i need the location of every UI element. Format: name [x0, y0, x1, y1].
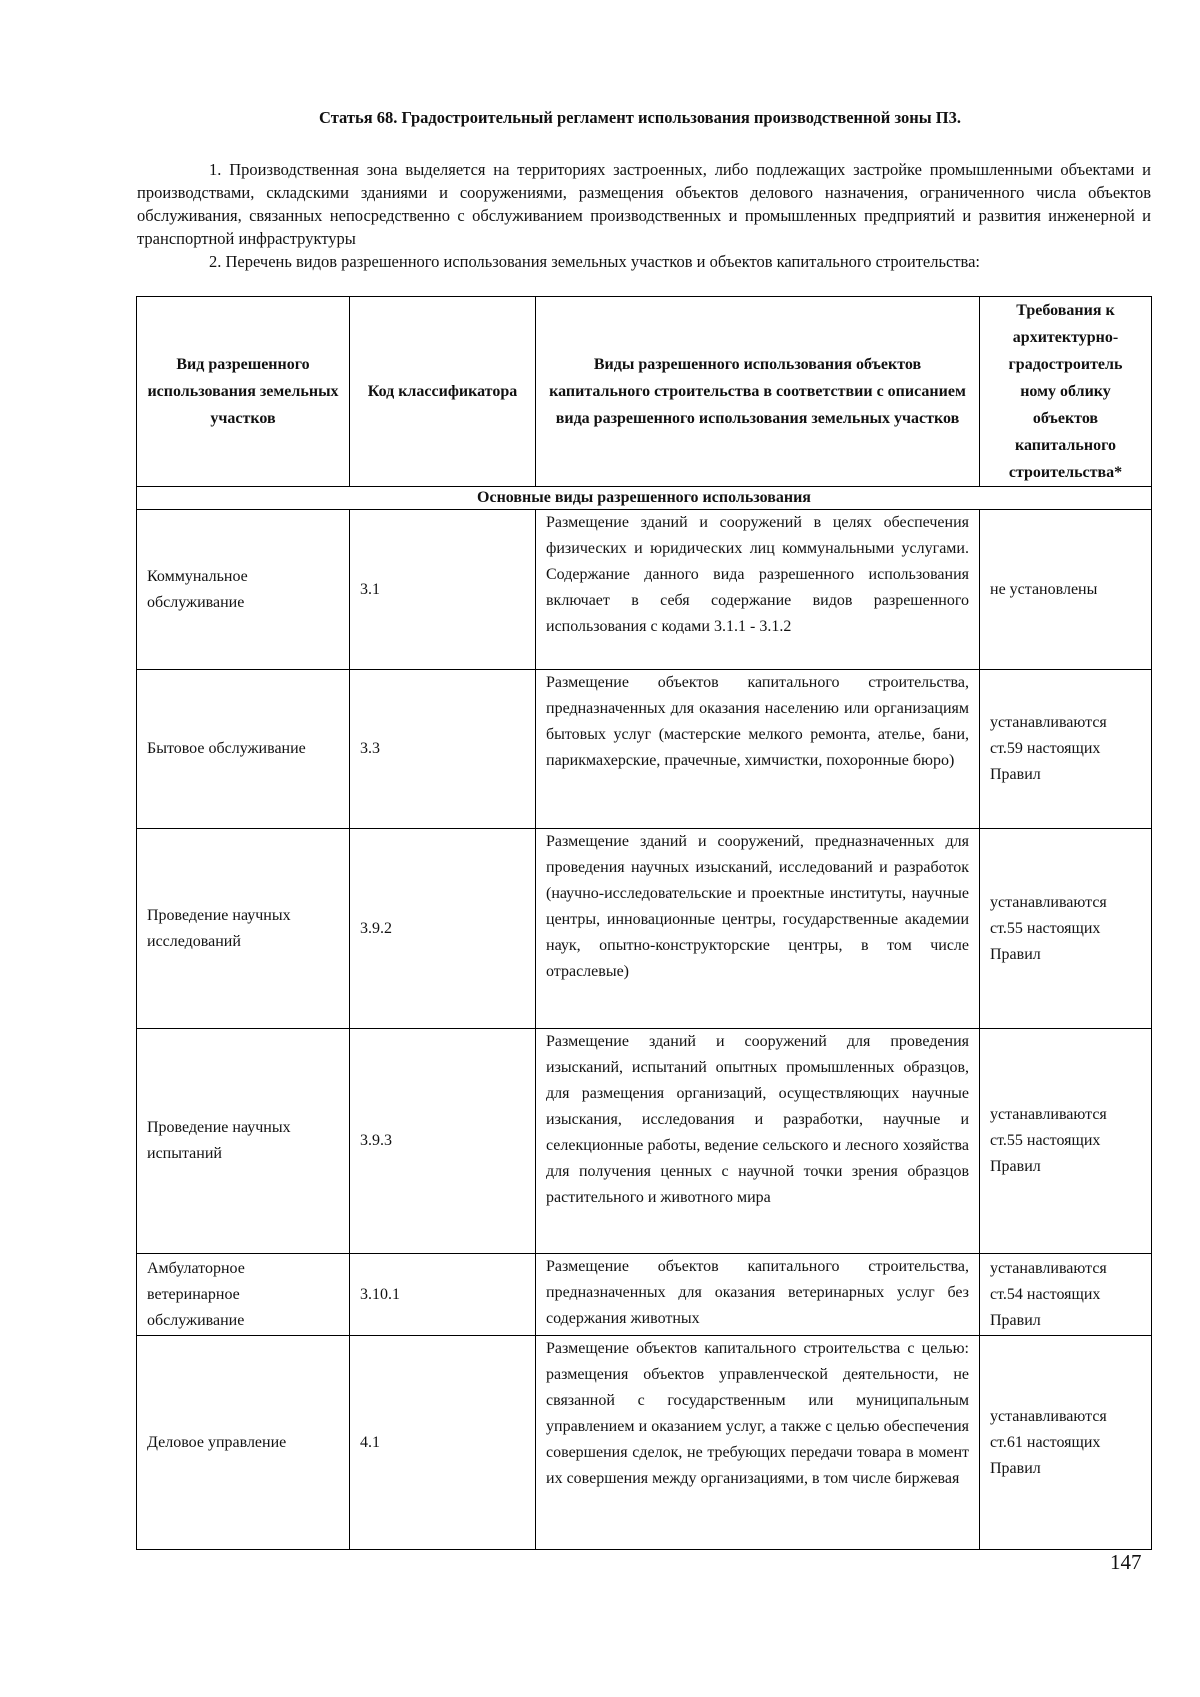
- description-cell: Размещение зданий и сооружений в целях обеспечения физических и юридических лиц коммунальными услугами. Содержание данного вида разрешенного использования включает в себя содержание видов разрешенного использования с кодами 3.1.1 - 3.1.2: [536, 510, 980, 670]
- table-row: [137, 1254, 1152, 1336]
- paragraph-1: 1. Производственная зона выделяется на территориях застроенных, либо подлежащих застройке промышленными объектами и производствами, складскими зданиями и сооружениями, размещения объектов делового назначения, ограниченного числа объектов обслуживания, связанных непосредственно с обслуживанием производственных и промышленных предприятий и развития инженерной и транспортной инфраструктуры: [137, 160, 1151, 248]
- use-type-cell: Проведение научных исследований: [137, 829, 350, 1029]
- table-row: [137, 1336, 1152, 1550]
- use-type-cell: Проведение научных испытаний: [137, 1029, 350, 1254]
- description-cell: Размещение объектов капитального строительства, предназначенных для оказания ветеринарных услуг без содержания животных: [536, 1254, 980, 1336]
- header-capital-construction-uses: Виды разрешенного использования объектов капитального строительства в соответствии с описанием вида разрешенного использования земельных участков: [536, 297, 980, 487]
- description-cell: Размещение объектов капитального строительства, предназначенных для оказания населению или организациям бытовых услуг (мастерские мелкого ремонта, ателье, бани, парикмахерские, прачечные, химчистки, похоронные бюро): [536, 670, 980, 829]
- requirements-cell: не установлены: [980, 510, 1152, 670]
- use-type-cell: Амбулаторное ветеринарное обслуживание: [137, 1254, 350, 1336]
- table-row: [137, 829, 1152, 1029]
- section-title: Основные виды разрешенного использования: [137, 487, 1152, 510]
- description-cell: Размещение объектов капитального строительства с целью: размещения объектов управленческой деятельности, не связанной с государственным или муниципальным управлением и оказанием услуг, а также с целью обеспечения совершения сделок, не требующих передачи товара в момент их совершения между организациями, в том числе биржевая: [536, 1336, 980, 1550]
- permitted-use-table: [136, 296, 1152, 1550]
- requirements-cell: устанавливаются ст.55 настоящих Правил: [980, 1029, 1152, 1254]
- code-cell: 3.9.3: [350, 1029, 536, 1254]
- table-header-row: [137, 297, 1152, 487]
- code-cell: 3.9.2: [350, 829, 536, 1029]
- code-cell: 3.10.1: [350, 1254, 536, 1336]
- use-type-cell: Коммунальное обслуживание: [137, 510, 350, 670]
- code-cell: 4.1: [350, 1336, 536, 1550]
- requirements-cell: устанавливаются ст.61 настоящих Правил: [980, 1336, 1152, 1550]
- header-architectural-requirements: Требования к архитектурно-градостроитель ному облику объектов капитального строительства*: [980, 297, 1152, 487]
- code-cell: 3.3: [350, 670, 536, 829]
- article-title: Статья 68. Градостроительный регламент использования производственной зоны П3.: [319, 108, 961, 127]
- requirements-cell: устанавливаются ст.59 настоящих Правил: [980, 670, 1152, 829]
- requirements-cell: устанавливаются ст.55 настоящих Правил: [980, 829, 1152, 1029]
- section-row: [137, 487, 1152, 510]
- use-type-cell: Деловое управление: [137, 1336, 350, 1550]
- description-cell: Размещение зданий и сооружений для проведения изысканий, испытаний опытных промышленных образцов, для размещения организаций, осуществляющих научные изыскания, исследования и разработки, научные и селекционные работы, ведение сельского и лесного хозяйства для получения ценных с научной точки зрения образцов растительного и животного мира: [536, 1029, 980, 1254]
- paragraph-2: 2. Перечень видов разрешенного использования земельных участков и объектов капитального строительства:: [209, 252, 981, 271]
- header-classifier-code: Код классификатора: [350, 297, 536, 487]
- intro-text: [137, 158, 1151, 273]
- description-cell: Размещение зданий и сооружений, предназначенных для проведения научных изысканий, исследований и разработок (научно-исследовательские и проектные институты, научные центры, инновационные центры, государственные академии наук, опытно-конструкторские центры, в том числе отраслевые): [536, 829, 980, 1029]
- header-use-type: Вид разрешенного использования земельных участков: [137, 297, 350, 487]
- table-row: [137, 510, 1152, 670]
- page-number: 147: [1110, 1550, 1142, 1574]
- code-cell: 3.1: [350, 510, 536, 670]
- table-row: [137, 1029, 1152, 1254]
- use-type-cell: Бытовое обслуживание: [137, 670, 350, 829]
- table-row: [137, 670, 1152, 829]
- requirements-cell: устанавливаются ст.54 настоящих Правил: [980, 1254, 1152, 1336]
